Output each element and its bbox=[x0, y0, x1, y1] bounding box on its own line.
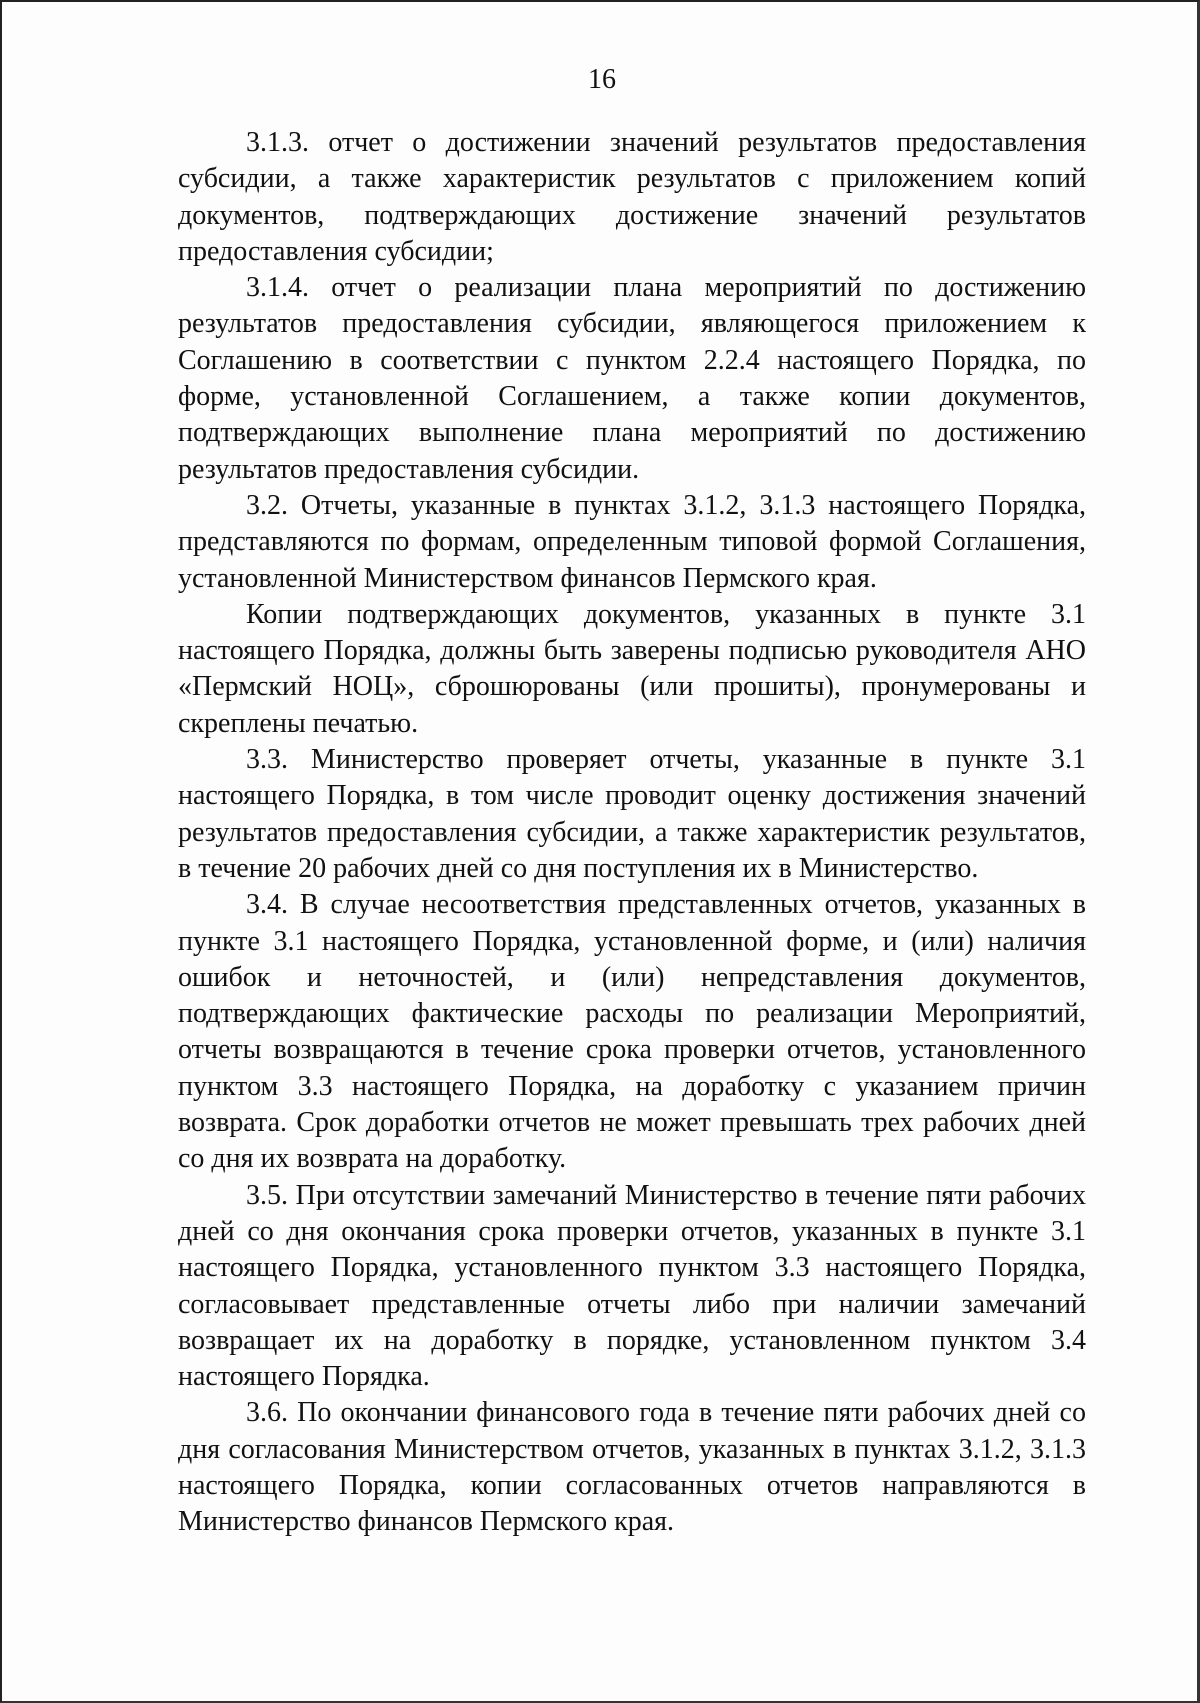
paragraph-3-4: 3.4. В случае несоответствия представленных отчетов, указанных в пункте 3.1 настоящего Порядка, установленной форме, и (или) наличия ошибок и неточностей, и (или) непредставления документов, подтверждающих фактические расходы по реализации Мероприятий, отчеты возвращаются в течение срока проверки отчетов, установленного пунктом 3.3 настоящего Порядка, на доработку с указанием причин возврата. Срок доработки отчетов не может превышать трех рабочих дней со дня их возврата на доработку. bbox=[178, 889, 1086, 1175]
paragraph-3-1-4: 3.1.4. отчет о реализации плана мероприятий по достижению результатов предоставления субсидии, являющегося приложением к Соглашению в соответствии с пунктом 2.2.4 настоящего Порядка, по форме, установленной Соглашением, а также копии документов, подтверждающих выполнение плана мероприятий по достижению результатов предоставления субсидии. bbox=[178, 272, 1086, 485]
document-body bbox=[178, 125, 1086, 1541]
paragraph-3-5: 3.5. При отсутствии замечаний Министерство в течение пяти рабочих дней со дня окончания срока проверки отчетов, указанных в пункте 3.1 настоящего Порядка, установленного пунктом 3.3 настоящего Порядка, согласовывает представленные отчеты либо при наличии замечаний возвращает их на доработку в порядке, установленном пунктом 3.4 настоящего Порядка. bbox=[178, 1179, 1086, 1393]
page-number: 16 bbox=[588, 64, 616, 95]
paragraph-3-1-3: 3.1.3. отчет о достижении значений результатов предоставления субсидии, а также характеристик результатов с приложением копий документов, подтверждающих достижение значений результатов предоставления субсидии; bbox=[178, 127, 1086, 267]
paragraph-3-6: 3.6. По окончании финансового года в течение пяти рабочих дней со дня согласования Министерством отчетов, указанных в пунктах 3.1.2, 3.1.3 настоящего Порядка, копии согласованных отчетов направляются в Министерство финансов Пермского края. bbox=[178, 1397, 1086, 1538]
paragraph-3-2: 3.2. Отчеты, указанные в пунктах 3.1.2, 3.1.3 настоящего Порядка, представляются по формам, определенным типовой формой Соглашения, установленной Министерством финансов Пермского края. bbox=[178, 489, 1086, 594]
paragraph-copies: Копии подтверждающих документов, указанных в пункте 3.1 настоящего Порядка, должны быть заверены подписью руководителя АНО «Пермский НОЦ», сброшюрованы (или прошиты), пронумерованы и скреплены печатью. bbox=[178, 598, 1086, 739]
paragraph-3-3: 3.3. Министерство проверяет отчеты, указанные в пункте 3.1 настоящего Порядка, в том числе проводит оценку достижения значений результатов предоставления субсидии, а также характеристик результатов, в течение 20 рабочих дней со дня поступления их в Министерство. bbox=[178, 744, 1086, 884]
